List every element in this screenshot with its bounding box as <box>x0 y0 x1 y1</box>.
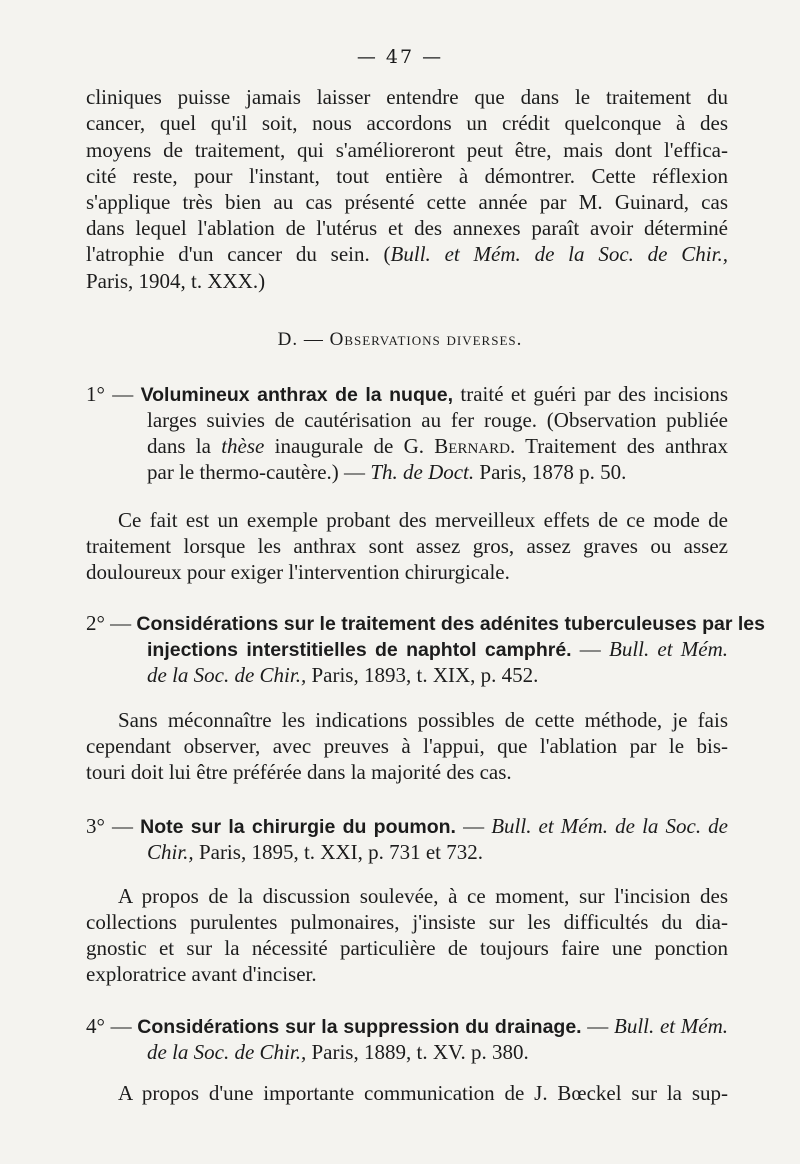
text-span: Paris, 1889, t. XV. p. 380. <box>306 1040 529 1064</box>
item-title: injections interstitielles de naphtol camphré. <box>147 639 572 661</box>
item-number: 1° — <box>86 382 141 406</box>
item-number: 4° — <box>86 1014 138 1038</box>
text-line <box>86 241 728 267</box>
item-line <box>86 1013 728 1040</box>
item-title: Note sur la chirurgie du poumon. <box>140 816 456 838</box>
item-title: Volumineux anthrax de la nuque, <box>140 384 454 406</box>
text-line: Ce fait est un exemple probant des merveilleux effets de ce mode de <box>118 508 728 532</box>
text-line: douloureux pour exiger l'intervention chirurgicale. <box>86 560 510 584</box>
text-span: par le thermo-cautère.) — <box>147 460 371 484</box>
item-title: Considérations sur la suppression du drainage. <box>137 1016 582 1038</box>
text-line: s'applique très bien au cas présenté cette année par M. Guinard, cas <box>86 190 728 214</box>
item-line <box>147 459 728 485</box>
item-title: Considérations sur le traitement des adénites tuberculeuses par les <box>136 613 765 635</box>
text-span: thèse <box>221 434 265 458</box>
item-line: larges suivies de cautérisation au fer rouge. (Observation publiée <box>147 408 728 432</box>
text-span: . Traitement des anthrax <box>509 434 728 458</box>
citation: Th. de Doct. <box>370 460 475 484</box>
text-line: Sans méconnaître les indications possibles de cette méthode, je fais <box>118 708 728 732</box>
item-line <box>86 381 728 408</box>
citation: de la Soc. de Chir., <box>147 1040 307 1064</box>
text-span: — <box>581 1014 614 1038</box>
text-line: traitement lorsque les anthrax sont assez gros, assez graves ou assez <box>86 534 728 558</box>
text-span: dans la <box>147 434 222 458</box>
text-span: — <box>571 637 609 661</box>
text-line: exploratrice avant d'inciser. <box>86 962 317 986</box>
item-line <box>147 839 728 865</box>
item-line <box>86 813 728 840</box>
text-span: inaugurale de G. <box>264 434 435 458</box>
text-line: cliniques puisse jamais laisser entendre que dans le traitement du <box>86 85 728 109</box>
text-span: traité et guéri par des incisions <box>453 382 728 406</box>
text-span: l'atrophie d'un cancer du sein. ( <box>86 242 391 266</box>
item-line <box>147 636 728 663</box>
page-number: — 47 — <box>356 46 444 68</box>
item-line <box>147 1039 728 1065</box>
citation: Bull. et Mém. de la Soc. de <box>491 814 729 838</box>
text-span: Paris, 1893, t. XIX, p. 452. <box>306 663 539 687</box>
item-line <box>86 610 765 637</box>
text-span: — <box>455 814 492 838</box>
citation: Bull. et Mém. de la Soc. de Chir., <box>390 242 728 266</box>
citation: Chir., <box>147 840 194 864</box>
text-line: moyens de traitement, qui s'amélioreront peut être, mais dont l'effica- <box>86 138 728 162</box>
text-line: collections purulentes pulmonaires, j'insiste sur les difficultés du dia- <box>86 910 728 934</box>
text-line: cancer, quel qu'il soit, nous accordons un crédit quelconque à des <box>86 111 728 135</box>
text-line: touri doit lui être préférée dans la majorité des cas. <box>86 760 512 784</box>
item-line <box>147 433 728 459</box>
citation: de la Soc. de Chir., <box>147 663 307 687</box>
text-line: gnostic et sur la nécessité particulière de toujours faire une ponction <box>86 936 728 960</box>
text-line: Paris, 1904, t. XXX.) <box>86 269 266 293</box>
citation: Bull. et Mém. <box>614 1014 729 1038</box>
author-name: Bernard <box>434 434 510 458</box>
text-line: dans lequel l'ablation de l'utérus et des annexes paraît avoir déterminé <box>86 216 728 240</box>
item-number: 3° — <box>86 814 141 838</box>
text-line: A propos de la discussion soulevée, à ce moment, sur l'incision des <box>118 884 728 908</box>
section-heading: D. — Observations diverses. <box>277 329 523 350</box>
text-line: cependant observer, avec preuves à l'appui, que l'ablation par le bis- <box>86 734 728 758</box>
text-span: Paris, 1895, t. XXI, p. 731 et 732. <box>193 840 484 864</box>
text-line: A propos d'une importante communication de J. Bœckel sur la sup- <box>118 1081 728 1105</box>
item-line <box>147 662 728 688</box>
text-line: cité reste, pour l'instant, tout entière à démontrer. Cette réflexion <box>86 164 728 188</box>
item-number: 2° — <box>86 611 137 635</box>
text-span: Paris, 1878 p. 50. <box>474 460 627 484</box>
citation: Bull. et Mém. <box>609 637 729 661</box>
